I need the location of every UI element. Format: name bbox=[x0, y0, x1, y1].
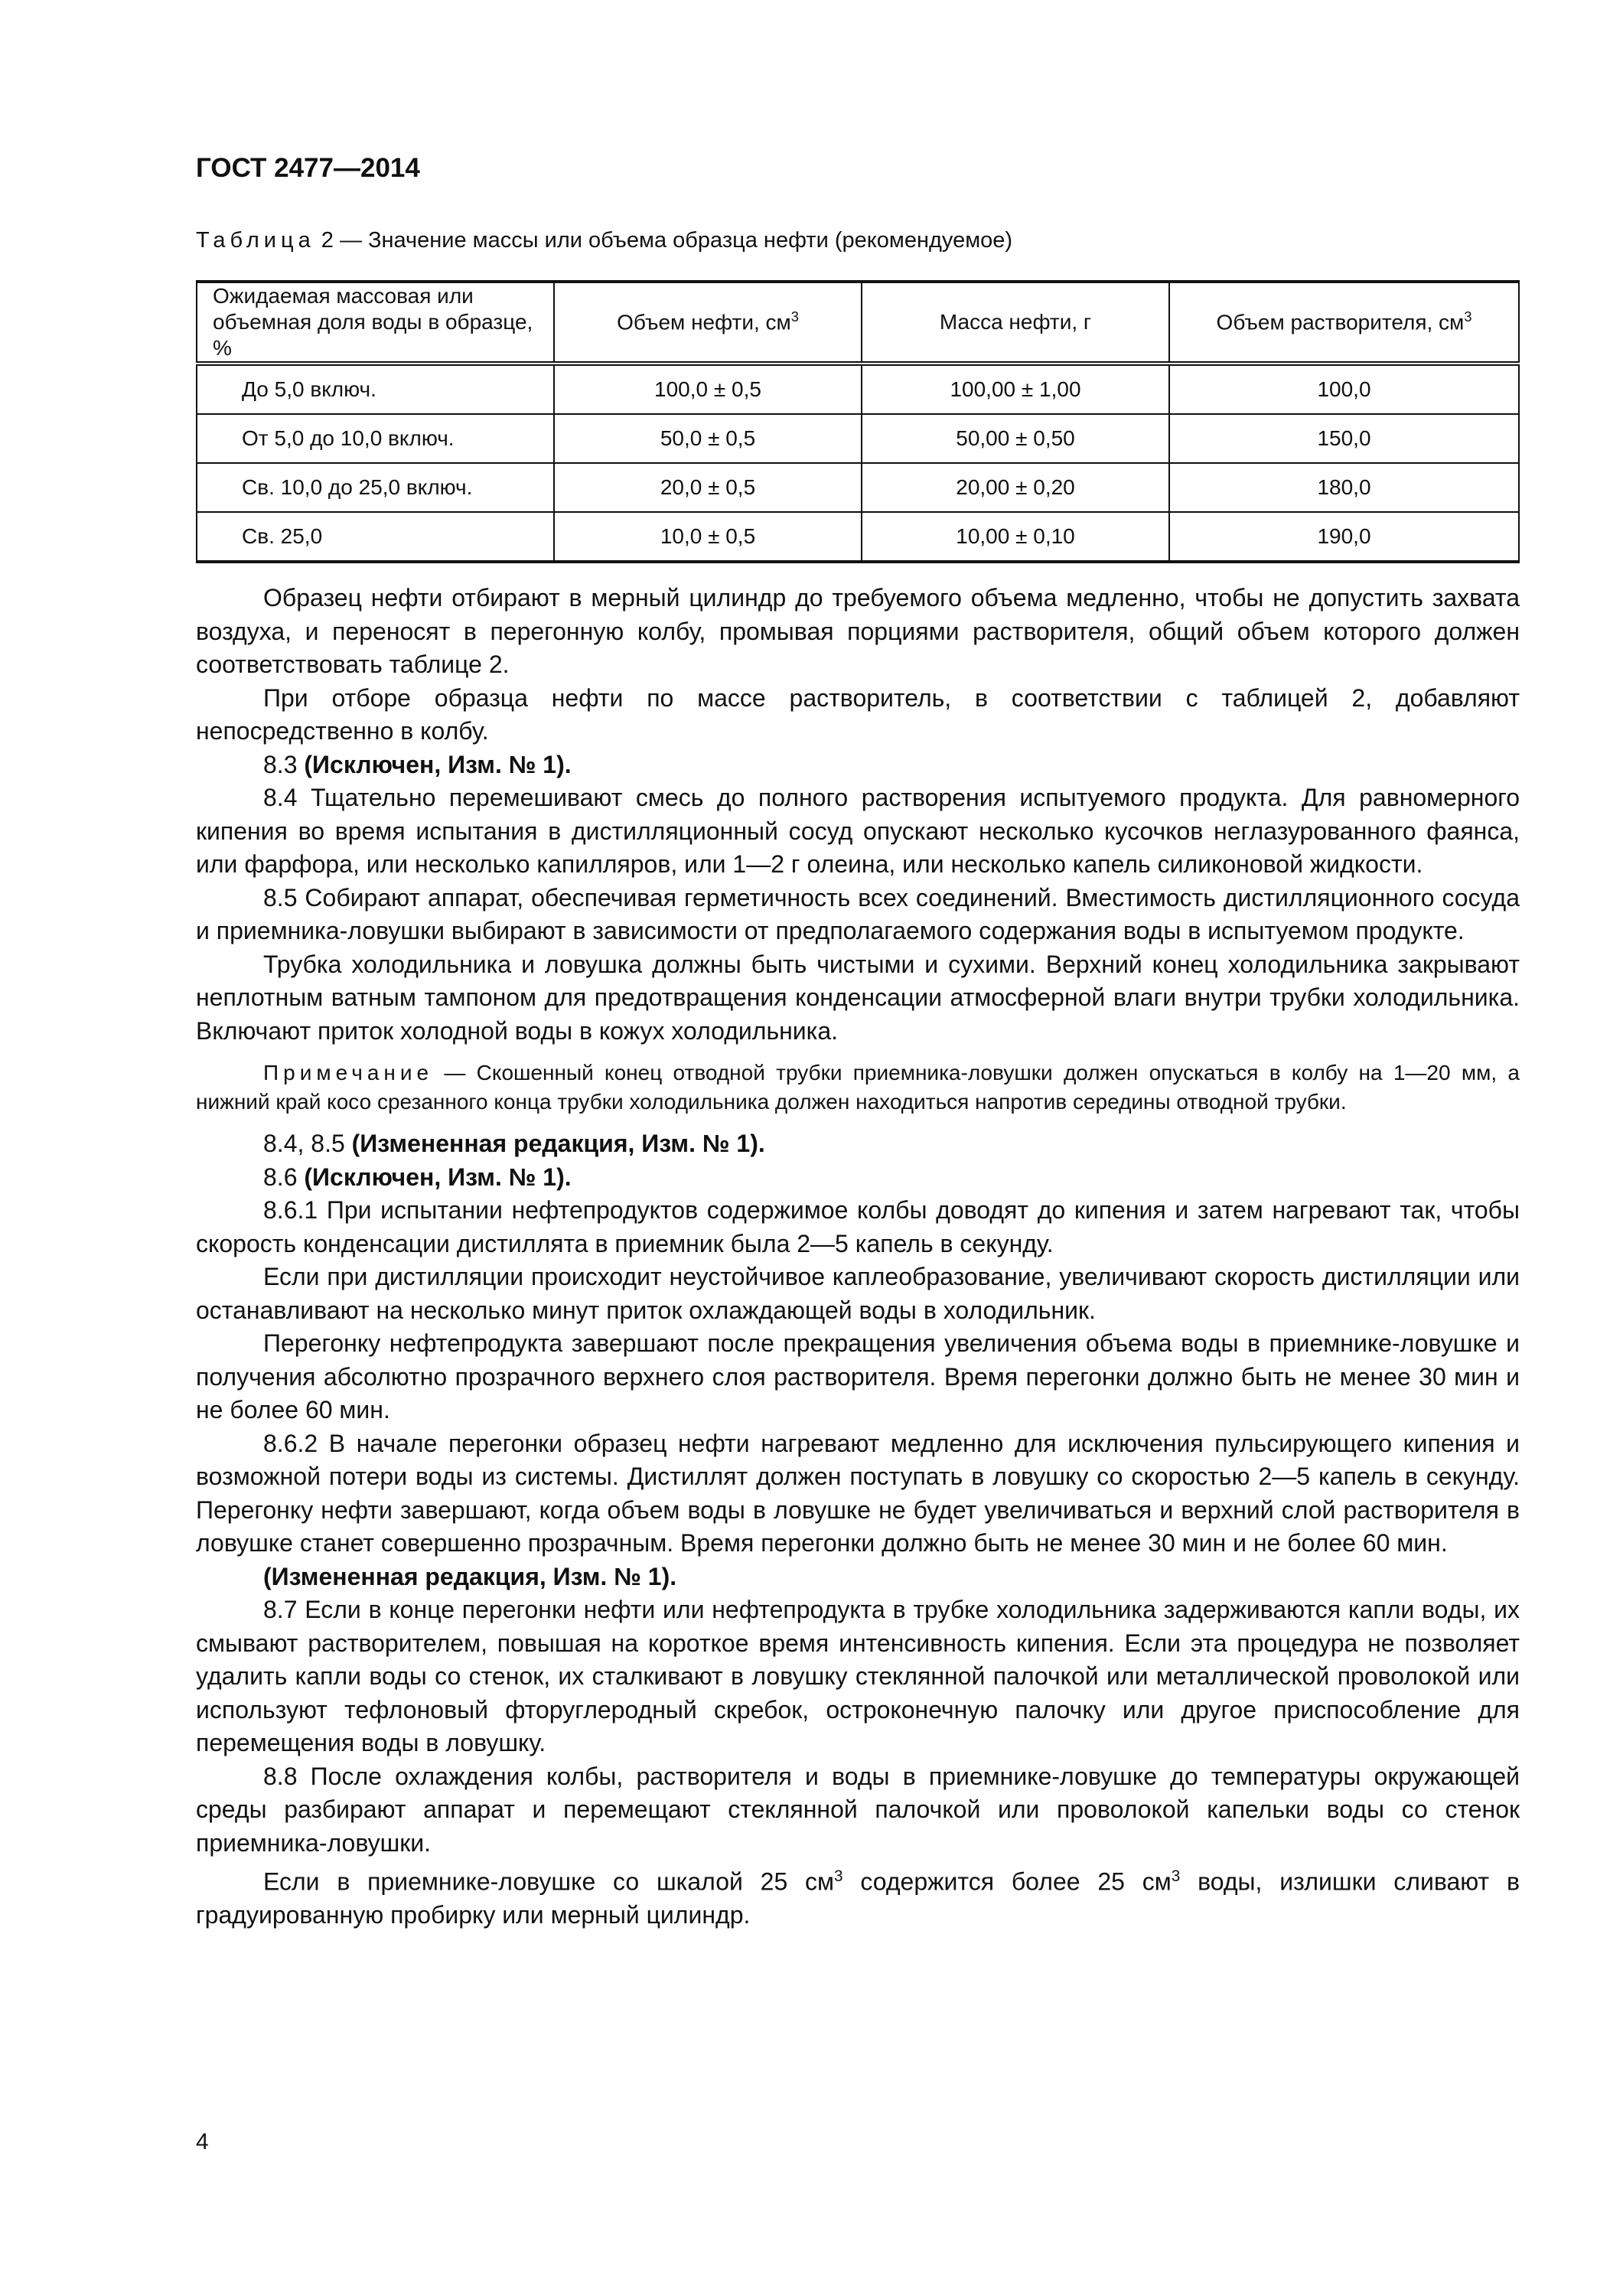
table-cell: 150,0 bbox=[1169, 414, 1519, 463]
text-segment: содержится более 25 см bbox=[842, 1867, 1172, 1896]
table-cell: 50,00 ± 0,50 bbox=[862, 414, 1169, 463]
paragraph: Перегонку нефтепродукта завершают после прекращения увеличения объема воды в приемнике-ловушке и получения абсолютно прозрачного верхнего слоя растворителя. Время перегонки должно быть не менее 30 мин и не более 60 мин. bbox=[196, 1329, 1520, 1424]
header-text: Объем растворителя, см bbox=[1216, 310, 1465, 334]
amendment-note: (Измененная редакция, Изм. № 1). bbox=[351, 1130, 765, 1157]
table-cell: 180,0 bbox=[1169, 463, 1519, 512]
table-caption-text: 2 — Значение массы или объема образца нефти (рекомендуемое) bbox=[314, 228, 1013, 253]
paragraph: 8.7 Если в конце перегонки нефти или нефтепродукта в трубке холодильника задерживаются капли воды, их смывают растворителем, повышая на короткое время интенсивность кипения. Если эта процедура не позволяет удалить капли воды со стенок, их сталкивают в ловушку стеклянной палочкой или металлической проволокой или используют тефлоновый фторуглеродный скребок, остроконечную палочку или другое приспособление для перемещения воды в ловушку. bbox=[196, 1596, 1520, 1756]
paragraph bbox=[196, 1860, 1520, 1932]
amendment-note: (Измененная редакция, Изм. № 1). bbox=[263, 1562, 677, 1590]
paragraph: 8.6.2 В начале перегонки образец нефти нагревают медленно для исключения пульсирующего кипения и возможной потери воды из системы. Дистиллят должен поступать в ловушку со скоростью 2—5 капель в секунду. Перегонку нефти завершают, когда объем воды в ловушке не будет увеличиваться и верхний слой растворителя в ловушке станет совершенно прозрачным. Время перегонки должно быть не менее 30 мин и не более 60 мин. bbox=[196, 1429, 1520, 1557]
paragraph: Образец нефти отбирают в мерный цилиндр до требуемого объема медленно, чтобы не допустить захвата воздуха, и переносят в перегонную колбу, промывая порциями растворителя, общий объем которого должен соответствовать таблице 2. bbox=[196, 584, 1520, 678]
paragraph: Если при дистилляции происходит неустойчивое каплеобразование, увеличивают скорость дистилляции или останавливают на несколько минут приток охлаждающей воды в холодильник. bbox=[196, 1263, 1520, 1324]
amendment-note: (Исключен, Изм. № 1). bbox=[304, 750, 572, 778]
paragraph: 8.8 После охлаждения колбы, растворителя и воды в приемнике-ловушке до температуры окружающей среды разбирают аппарат и перемещают стеклянной палочкой или проволокой капельки воды со стенок приемника-ловушки. bbox=[196, 1762, 1520, 1857]
paragraph: 8.5 Собирают аппарат, обеспечивая герметичность всех соединений. Вместимость дистилляционного сосуда и приемника-ловушки выбирают в зависимости от предполагаемого содержания воды в испытуемом продукте. bbox=[196, 883, 1520, 944]
column-header-solvent-volume bbox=[1169, 282, 1519, 364]
superscript: 3 bbox=[834, 1867, 843, 1885]
table-cell: 100,0 bbox=[1169, 364, 1519, 414]
note-text: — Скошенный конец отводной трубки приемника-ловушки должен опускаться в колбу на 1—20 мм, а нижний край косо срезанного конца трубки холодильника должен находиться напротив середины отводной трубки. bbox=[196, 1061, 1520, 1114]
table-row bbox=[197, 463, 1519, 512]
table-caption bbox=[196, 228, 1012, 253]
table-cell: От 5,0 до 10,0 включ. bbox=[197, 414, 554, 463]
column-header-oil-volume bbox=[554, 282, 862, 364]
paragraph bbox=[196, 1127, 1520, 1161]
superscript: 3 bbox=[1464, 309, 1472, 325]
table-cell: Св. 10,0 до 25,0 включ. bbox=[197, 463, 554, 512]
note-label: Примечание bbox=[263, 1061, 434, 1084]
clause-number: 8.3 bbox=[263, 750, 305, 778]
table-cell: Св. 25,0 bbox=[197, 512, 554, 562]
amendment-note: (Исключен, Изм. № 1). bbox=[304, 1163, 572, 1191]
document-title: ГОСТ 2477—2014 bbox=[196, 153, 420, 183]
table-cell: 50,0 ± 0,5 bbox=[554, 414, 862, 463]
column-header-water-fraction: Ожидаемая массовая или объемная доля воды в образце, % bbox=[197, 282, 554, 364]
table-cell: 100,00 ± 1,00 bbox=[862, 364, 1169, 414]
table-row bbox=[197, 414, 1519, 463]
text-segment: воды, излишки сливают в градуированную пробирку или мерный цилиндр. bbox=[196, 1867, 1520, 1929]
note bbox=[196, 1058, 1520, 1117]
paragraph: При отборе образца нефти по массе растворитель, в соответствии с таблицей 2, добавляют непосредственно в колбу. bbox=[196, 683, 1520, 745]
table-cell: 100,0 ± 0,5 bbox=[554, 364, 862, 414]
paragraph: 8.6.1 При испытании нефтепродуктов содержимое колбы доводят до кипения и затем нагревают так, чтобы скорость конденсации дистиллята в приемник была 2—5 капель в секунду. bbox=[196, 1196, 1520, 1257]
paragraph bbox=[196, 748, 1520, 782]
paragraph: 8.4 Тщательно перемешивают смесь до полного растворения испытуемого продукта. Для равномерного кипения во время испытания в дистилляционный сосуд опускают несколько кусочков неглазурованного фаянса, или фарфора, или несколько капилляров, или 1—2 г олеина, или несколько капель силиконовой жидкости. bbox=[196, 784, 1520, 878]
document-body bbox=[196, 582, 1520, 1932]
table-cell: 20,0 ± 0,5 bbox=[554, 463, 862, 512]
table-caption-label: Таблица bbox=[196, 228, 315, 253]
column-header-oil-mass: Масса нефти, г bbox=[862, 282, 1169, 364]
page-number: 4 bbox=[196, 2129, 209, 2154]
sample-table bbox=[196, 280, 1520, 563]
table-cell: 10,00 ± 0,10 bbox=[862, 512, 1169, 562]
clause-number: 8.6 bbox=[263, 1163, 305, 1191]
table-header-row bbox=[197, 282, 1519, 364]
table-cell: 190,0 bbox=[1169, 512, 1519, 562]
table-cell: 10,0 ± 0,5 bbox=[554, 512, 862, 562]
superscript: 3 bbox=[790, 309, 799, 325]
table-row bbox=[197, 512, 1519, 562]
clause-number: 8.4, 8.5 bbox=[263, 1130, 352, 1157]
text-segment: Если в приемнике-ловушке со шкалой 25 см bbox=[263, 1867, 835, 1896]
table-cell: До 5,0 включ. bbox=[197, 364, 554, 414]
table-cell: 20,00 ± 0,20 bbox=[862, 463, 1169, 512]
superscript: 3 bbox=[1171, 1867, 1181, 1885]
paragraph: Трубка холодильника и ловушка должны быть чистыми и сухими. Верхний конец холодильника закрывают неплотным ватным тампоном для предотвращения конденсации атмосферной влаги внутри трубки холодильника. Включают приток холодной воды в кожух холодильника. bbox=[196, 950, 1520, 1045]
table-row bbox=[197, 364, 1519, 414]
paragraph bbox=[196, 1161, 1520, 1195]
header-text: Объем нефти, см bbox=[617, 310, 791, 334]
